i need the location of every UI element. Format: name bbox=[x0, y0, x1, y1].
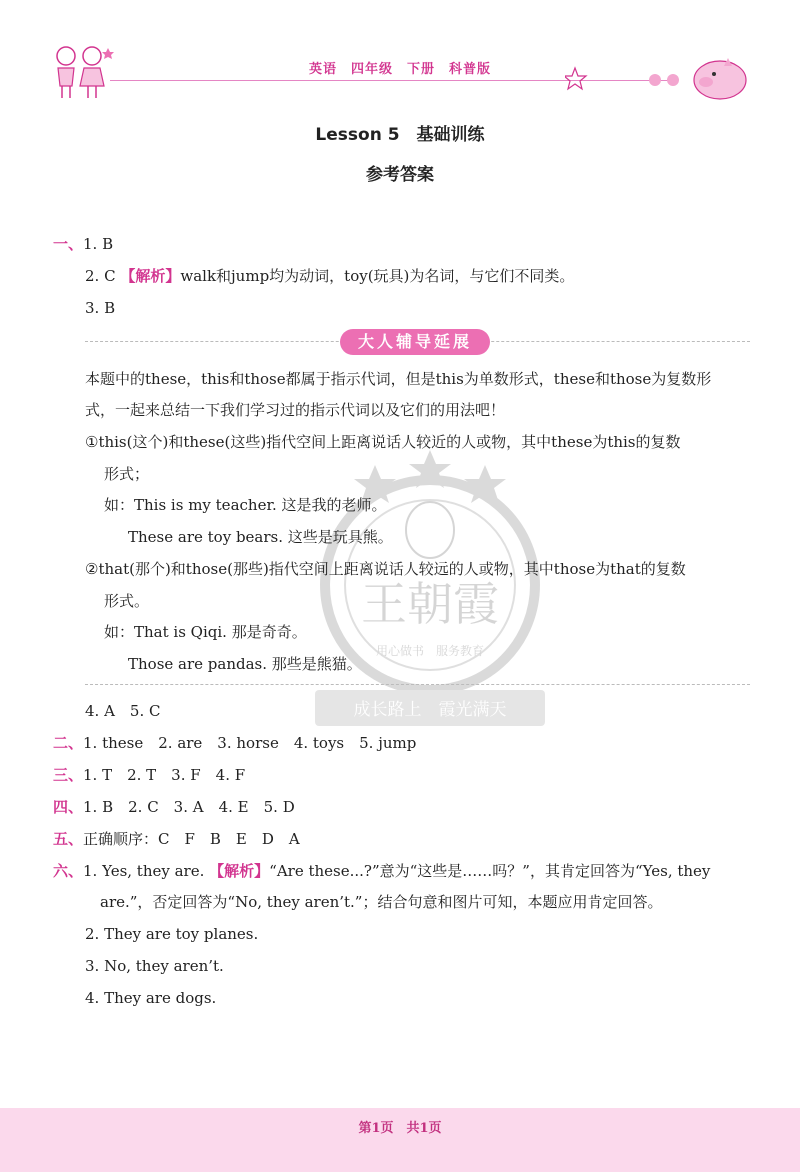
lesson-title: Lesson 5 基础训练 bbox=[315, 125, 485, 145]
expansion-banner: 大人辅导延展 bbox=[340, 329, 490, 355]
section-6-q4: 4. They are dogs. bbox=[85, 989, 217, 1007]
watermark-slogan: 用心做书 服务教育 bbox=[375, 644, 485, 658]
section-6-q1-cont: are.”，否定回答为“No, they aren’t.”；结合句意和图片可知，本题应用肯定回答。 bbox=[100, 893, 663, 911]
expansion-example-3: 如：That is Qiqi. 那是奇奇。 bbox=[104, 623, 307, 641]
answer-text: 1. these 2. are 3. horse 4. toys 5. jump bbox=[83, 734, 417, 752]
section-1-q3: 3. B bbox=[85, 299, 116, 317]
stars-dots-decoration-icon bbox=[565, 66, 685, 96]
page-header bbox=[0, 0, 800, 110]
expansion-example-4: Those are pandas. 那些是熊猫。 bbox=[128, 655, 362, 673]
section-number: 一、 bbox=[53, 235, 84, 253]
answer-title: 参考答案 bbox=[366, 165, 434, 185]
section-number: 六、 bbox=[53, 862, 84, 880]
header-title: 英语 四年级 下册 科普版 bbox=[308, 62, 491, 77]
expansion-paragraph-1: 本题中的these，this和those都属于指示代词，但是this为单数形式，these和those为复数形 bbox=[85, 370, 712, 388]
section-number: 四、 bbox=[53, 798, 84, 816]
answer-text: 2. C bbox=[85, 267, 116, 285]
section-6-q1 bbox=[53, 861, 710, 881]
section-1-q2 bbox=[85, 266, 574, 286]
answer-text: 正确顺序：C F B E D A bbox=[83, 830, 300, 848]
pig-illustration-icon bbox=[690, 52, 752, 102]
watermark-name: 王朝霞 bbox=[361, 577, 499, 631]
section-6-q3: 3. No, they aren’t. bbox=[85, 957, 224, 975]
section-5 bbox=[53, 829, 300, 849]
section-6-q2: 2. They are toy planes. bbox=[85, 925, 259, 943]
expansion-example-1: 如：This is my teacher. 这是我的老师。 bbox=[104, 496, 387, 514]
section-1-q4-q5: 4. A 5. C bbox=[85, 702, 161, 720]
analysis-text: walk和jump均为动词，toy(玩具)为名词，与它们不同类。 bbox=[180, 267, 575, 285]
answer-text: 1. T 2. T 3. F 4. F bbox=[83, 766, 246, 784]
section-1-q1 bbox=[53, 234, 113, 254]
expansion-paragraph-2: 式，一起来总结一下我们学习过的指示代词以及它们的用法吧！ bbox=[85, 401, 506, 419]
section-number: 二、 bbox=[53, 734, 84, 752]
analysis-text: “Are these...?”意为“这些是……吗？”，其肯定回答为“Yes, they bbox=[269, 862, 711, 880]
expansion-item-2: ②that(那个)和those(那些)指代空间上距离说话人较远的人或物，其中those为that的复数 bbox=[85, 560, 686, 578]
section-2 bbox=[53, 733, 416, 753]
answer-text: 1. B bbox=[83, 235, 114, 253]
expansion-item-2-cont: 形式。 bbox=[104, 592, 150, 610]
answer-text: 1. B 2. C 3. A 4. E 5. D bbox=[83, 798, 295, 816]
section-number: 三、 bbox=[53, 766, 84, 784]
expansion-item-1-cont: 形式； bbox=[104, 465, 150, 483]
answer-text: 1. Yes, they are. bbox=[83, 862, 205, 880]
expansion-example-2: These are toy bears. 这些是玩具熊。 bbox=[128, 528, 393, 546]
watermark-seal-icon bbox=[315, 435, 545, 735]
analysis-tag: 【解析】 bbox=[120, 267, 181, 285]
section-number: 五、 bbox=[53, 830, 84, 848]
watermark-motto: 成长路上 霞光满天 bbox=[353, 700, 507, 720]
expansion-bottom-rule bbox=[85, 684, 750, 685]
page-number: 第1页 共1页 bbox=[358, 1121, 442, 1136]
expansion-item-1: ①this(这个)和these(这些)指代空间上距离说话人较近的人或物，其中these为this的复数 bbox=[85, 433, 681, 451]
section-4 bbox=[53, 797, 295, 817]
analysis-tag: 【解析】 bbox=[209, 862, 270, 880]
section-3 bbox=[53, 765, 245, 785]
